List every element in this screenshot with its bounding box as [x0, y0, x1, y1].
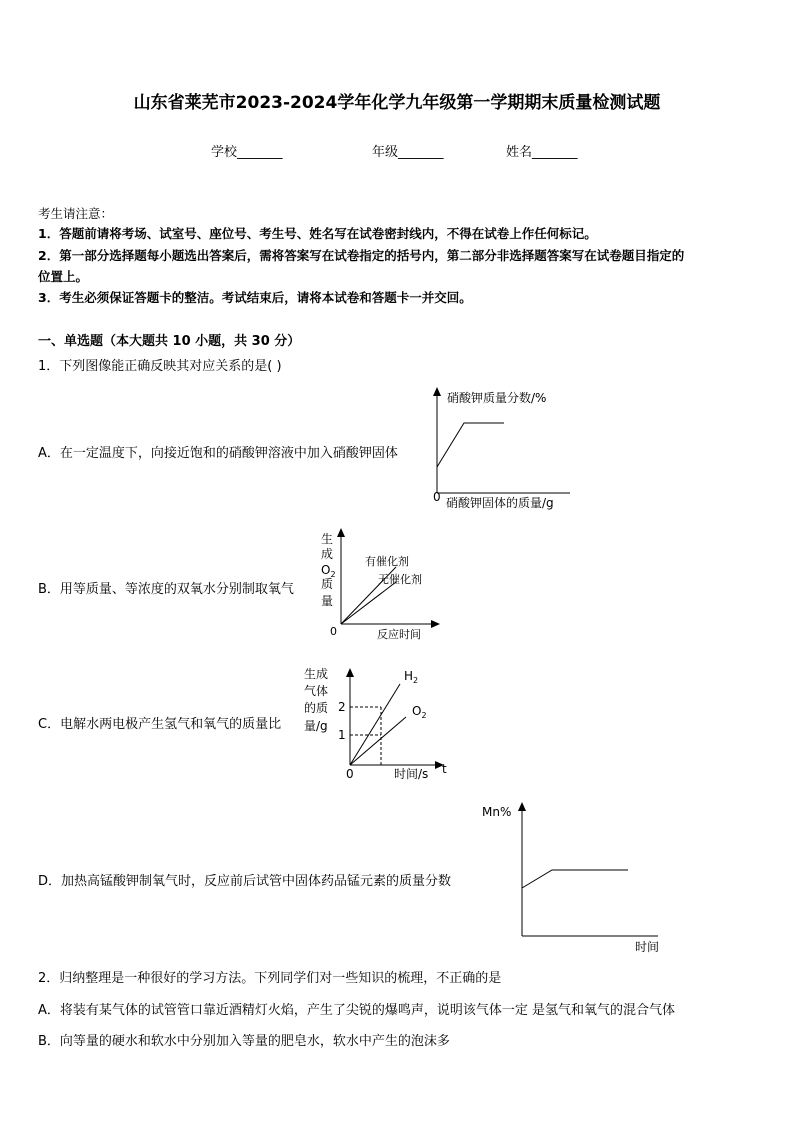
graph-c-ylabel-1: 生成: [304, 667, 329, 681]
graph-c-tick-2: 2: [338, 700, 346, 714]
graph-c-xaxis: t: [442, 762, 447, 776]
graph-c-h2-sub: 2: [413, 676, 419, 685]
graph-c-o2-sub: 2: [421, 711, 427, 720]
graph-b-curve-no-catalyst: 无催化剂: [378, 573, 422, 586]
graph-b-ylabel-2: 成: [321, 547, 334, 561]
notice-heading: 考生请注意：: [38, 206, 114, 221]
graph-d-xlabel: 时间: [635, 940, 660, 954]
graph-b: [318, 525, 448, 645]
graph-c-tick-1: 1: [338, 728, 346, 742]
graph-c-h2: H: [404, 669, 414, 683]
graph-c-o2-label: [412, 704, 427, 720]
graph-a-origin: 0: [433, 490, 441, 504]
notice-item-2: 2．第一部分选择题每小题选出答案后，需将答案写在试卷指定的括号内，第二部分非选择题答案写在试卷题目指定的: [38, 248, 685, 263]
graph-d-ylabel: Mn%: [482, 805, 512, 819]
graph-d: [478, 798, 678, 958]
graph-b-ylabel-o-sub: 2: [330, 570, 336, 579]
graph-b-ylabel-5: 量: [321, 594, 334, 608]
school-field: 学校_______: [211, 145, 283, 160]
question-2-option-b: B．向等量的硬水和软水中分别加入等量的肥皂水，软水中产生的泡沫多: [38, 1034, 450, 1049]
question-2-stem: 2．归纳整理是一种很好的学习方法。下列同学们对一些知识的梳理，不正确的是: [38, 971, 502, 986]
section-heading: 一、单选题（本大题共 10 小题，共 30 分）: [38, 334, 301, 349]
question-1-option-c: C．电解水两电极产生氢气和氧气的质量比: [38, 717, 282, 732]
graph-c-h2-label: [404, 669, 418, 685]
notice-item-3: 3．考生必须保证答题卡的整洁。考试结束后，请将本试卷和答题卡一并交回。: [38, 290, 472, 305]
question-1-option-a: A．在一定温度下，向接近饱和的硝酸钾溶液中加入硝酸钾固体: [38, 446, 398, 461]
graph-a-ylabel: 硝酸钾质量分数/%: [447, 391, 547, 405]
graph-c-ylabel-2: 气体: [304, 684, 329, 698]
graph-c-origin: 0: [346, 767, 354, 781]
question-1-option-d: D．加热高锰酸钾制氧气时，反应前后试管中固体药品锰元素的质量分数: [38, 874, 452, 889]
graph-b-ylabel-o: O: [321, 563, 331, 577]
question-1-stem: 1．下列图像能正确反映其对应关系的是( ): [38, 359, 282, 374]
graph-c: [300, 662, 460, 787]
graph-a-xlabel: 硝酸钾固体的质量/g: [446, 496, 554, 510]
graph-b-origin: 0: [330, 625, 337, 638]
name-field: 姓名_______: [506, 145, 578, 160]
grade-field: 年级_______: [372, 145, 444, 160]
graph-a: [420, 385, 600, 515]
graph-b-curve-catalyst: 有催化剂: [365, 555, 409, 568]
graph-c-o2: O: [412, 704, 422, 718]
question-1-option-b: B．用等质量、等浓度的双氧水分别制取氧气: [38, 582, 294, 597]
notice-item-2-cont: 位置上。: [38, 269, 89, 284]
question-2-option-a: A．将装有某气体的试管管口靠近酒精灯火焰，产生了尖锐的爆鸣声，说明该气体一定 是氢气和氧气的混合气体: [38, 1003, 676, 1018]
graph-c-ylabel-4: 量/g: [304, 719, 328, 733]
graph-b-xlabel: 反应时间: [377, 628, 421, 641]
graph-c-xlabel: 时间/s: [394, 767, 429, 781]
graph-b-ylabel-4: 质: [321, 577, 334, 591]
graph-c-ylabel-3: 的质: [304, 701, 329, 715]
page-title: 山东省莱芜市2023-2024学年化学九年级第一学期期末质量检测试题: [133, 93, 661, 113]
graph-b-ylabel-1: 生: [321, 532, 334, 546]
notice-item-1: 1．答题前请将考场、试室号、座位号、考生号、姓名写在试卷密封线内，不得在试卷上作任何标记。: [38, 226, 597, 241]
